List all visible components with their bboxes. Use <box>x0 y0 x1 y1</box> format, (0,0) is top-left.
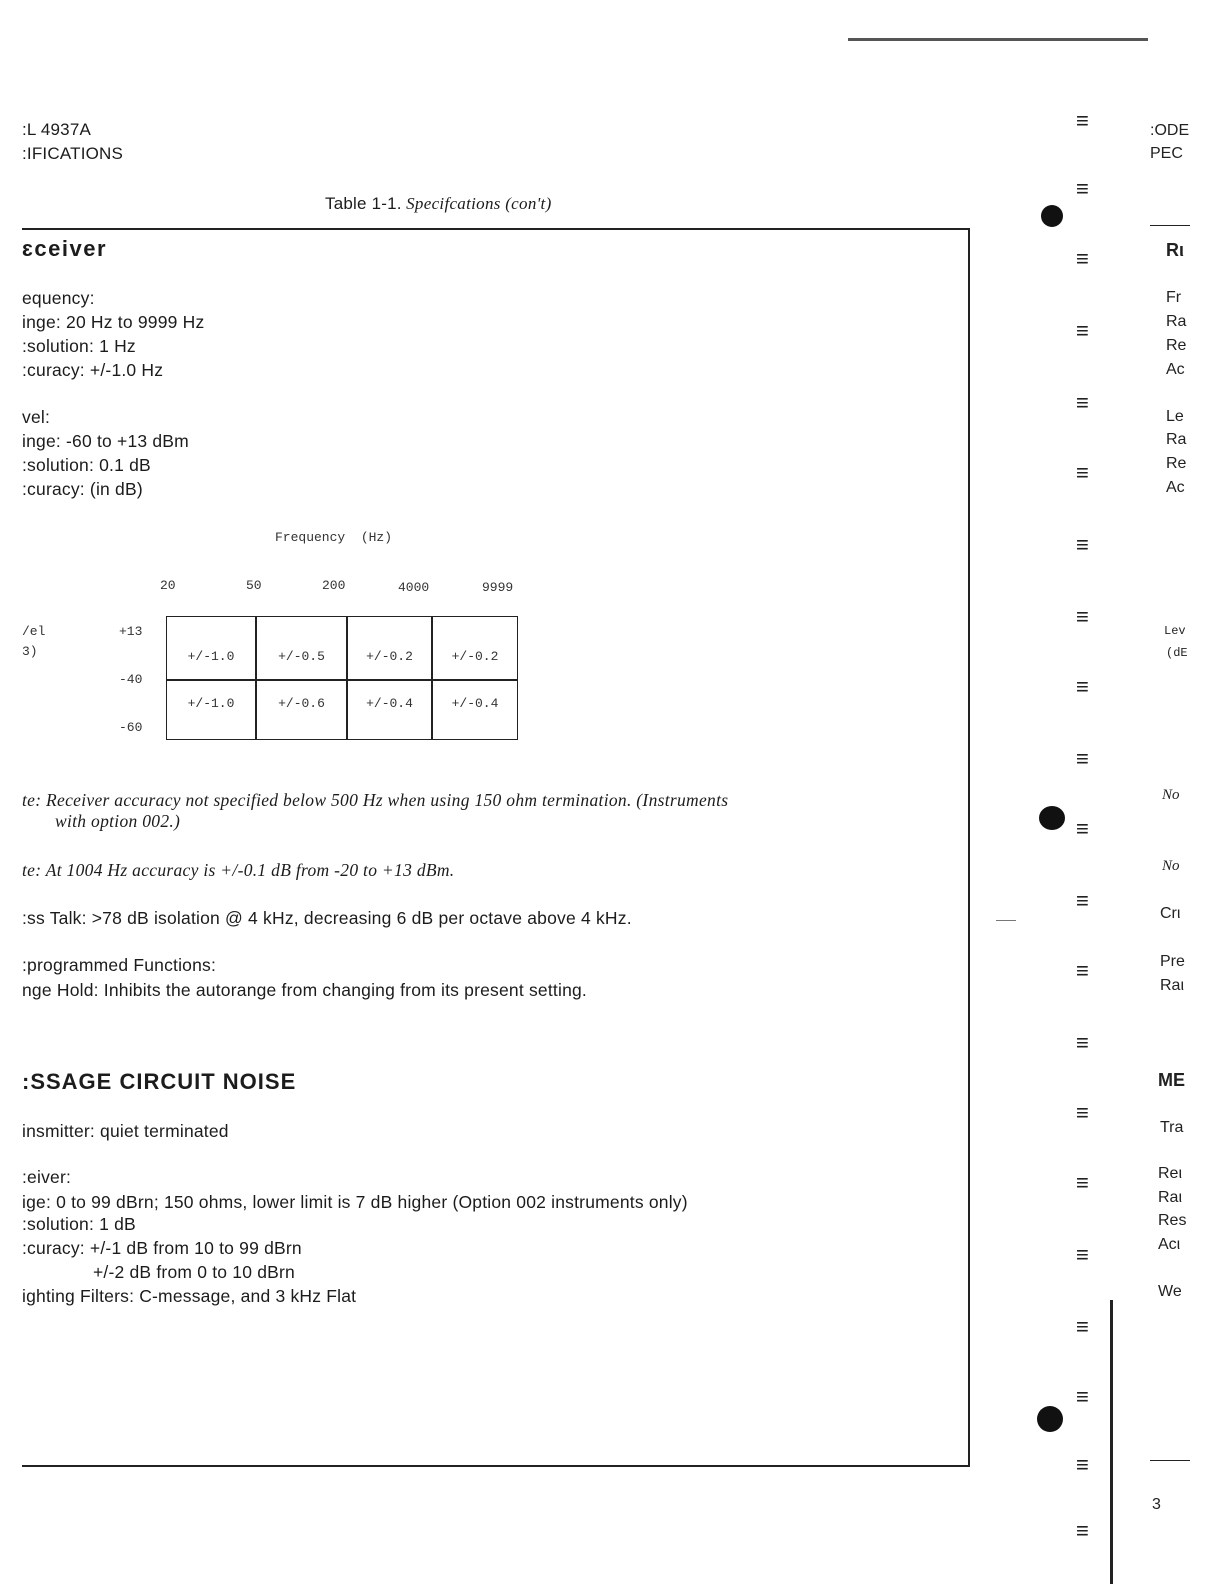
accuracy-grid <box>166 616 518 740</box>
facing-page-border <box>1150 1460 1190 1461</box>
binding-ring-icon: ≡ <box>1076 176 1089 201</box>
preprogrammed-label: :programmed Functions: <box>22 955 217 975</box>
binding-ring-icon: ≡ <box>1076 460 1089 485</box>
binding-ring-icon: ≡ <box>1076 746 1089 771</box>
facing-text: Ra <box>1166 313 1187 330</box>
note-1-line-2: with option 002.) <box>55 811 181 831</box>
frequency-resolution: :solution: 1 Hz <box>22 336 136 356</box>
level-tick-minus40: -40 <box>119 672 143 687</box>
grid-cell: +/-0.2 <box>451 649 499 664</box>
box-top-border <box>22 228 970 230</box>
grid-vline-3 <box>431 617 433 739</box>
facing-page-border <box>1150 225 1190 226</box>
mcn-weighting: ighting Filters: C-message, and 3 kHz Flat <box>22 1286 357 1306</box>
mcn-range: ige: 0 to 99 dBrn; 150 ohms, lower limit is 7 dB higher (Option 002 instruments only) <box>22 1192 688 1212</box>
punch-hole-icon <box>1039 806 1065 830</box>
level-row-label-2: 3) <box>22 644 38 659</box>
binding-spine <box>1110 1300 1113 1584</box>
grid-cell: +/-0.6 <box>278 696 325 711</box>
range-hold: nge Hold: Inhibits the autorange from changing from its present setting. <box>22 980 587 1000</box>
grid-cell: +/-0.4 <box>451 696 499 711</box>
table-caption <box>325 194 552 214</box>
freq-tick-50: 50 <box>246 578 262 593</box>
facing-text: Reι <box>1158 1165 1183 1182</box>
level-accuracy: :curacy: (in dB) <box>22 479 143 499</box>
binding-ring-icon: ≡ <box>1076 1384 1089 1409</box>
facing-text: Acι <box>1158 1236 1181 1253</box>
binding-ring-icon: ≡ <box>1076 1030 1089 1055</box>
facing-text: Le <box>1166 408 1184 425</box>
level-range: inge: -60 to +13 dBm <box>22 431 189 451</box>
facing-text: Re <box>1166 337 1187 354</box>
level-label: vel: <box>22 407 51 427</box>
freq-tick-4000: 4000 <box>398 580 430 595</box>
facing-text: We <box>1158 1283 1182 1300</box>
binding-ring-icon: ≡ <box>1076 532 1089 557</box>
mcn-accuracy-1: :curacy: +/-1 dB from 10 to 99 dBrn <box>22 1238 302 1258</box>
freq-tick-200: 200 <box>322 578 346 593</box>
binding-ring-icon: ≡ <box>1076 816 1089 841</box>
binding-ring-icon: ≡ <box>1076 1314 1089 1339</box>
level-tick-minus60: -60 <box>119 720 143 735</box>
header-section: :IFICATIONS <box>22 144 124 163</box>
binding-ring-icon: ≡ <box>1076 318 1089 343</box>
grid-cell: +/-0.2 <box>366 649 413 664</box>
grid-cell: +/-1.0 <box>187 696 235 711</box>
freq-tick-9999: 9999 <box>482 580 514 595</box>
freq-tick-20: 20 <box>160 578 176 593</box>
box-right-border <box>968 229 970 1467</box>
binding-ring-icon: ≡ <box>1076 1100 1089 1125</box>
facing-text: Re <box>1166 455 1187 472</box>
punch-hole-icon <box>1041 205 1063 227</box>
level-row-label-1: /el <box>22 624 46 639</box>
level-resolution: :solution: 0.1 dB <box>22 455 151 475</box>
mcn-transmitter: insmitter: quiet terminated <box>22 1121 229 1141</box>
facing-text: No <box>1162 787 1180 803</box>
table-caption-label: Table 1-1. <box>325 194 402 213</box>
facing-page-number: 3 <box>1152 1496 1161 1513</box>
box-bottom-border <box>22 1465 970 1467</box>
mcn-accuracy-2: +/-2 dB from 0 to 10 dBrn <box>93 1262 295 1282</box>
frequency-range: inge: 20 Hz to 9999 Hz <box>22 312 205 332</box>
facing-text: Tra <box>1160 1119 1184 1136</box>
facing-text: Raι <box>1160 977 1185 994</box>
facing-text: (dE <box>1166 646 1188 660</box>
receiver-heading: ɛceiver <box>22 236 108 261</box>
header-model: :L 4937A <box>22 120 92 139</box>
message-noise-heading: :SSAGE CIRCUIT NOISE <box>22 1069 297 1094</box>
facing-text: Res <box>1158 1212 1187 1229</box>
facing-text: No <box>1162 858 1180 874</box>
facing-text: Ra <box>1166 431 1187 448</box>
facing-text: Ac <box>1166 479 1185 496</box>
top-edge-shadow <box>848 38 1148 41</box>
grid-vline-1 <box>255 617 257 739</box>
binding-ring-icon: ≡ <box>1076 604 1089 629</box>
binding-ring-icon: ≡ <box>1076 390 1089 415</box>
note-1-line-1: te: Receiver accuracy not specified below 500 Hz when using 150 ohm termination. (Instruments <box>22 790 729 810</box>
binding-ring-icon: ≡ <box>1076 958 1089 983</box>
binding-ring-icon: ≡ <box>1076 674 1089 699</box>
facing-text: Pre <box>1160 953 1185 970</box>
facing-text: Crι <box>1160 905 1181 922</box>
mcn-resolution: :solution: 1 dB <box>22 1214 136 1234</box>
table-caption-title: Specifcations (con't) <box>406 194 552 213</box>
facing-header-1: :ODE <box>1150 122 1190 139</box>
grid-vline-2 <box>346 617 348 739</box>
grid-cell: +/-1.0 <box>187 649 235 664</box>
grid-cell: +/-0.4 <box>366 696 413 711</box>
grid-hline <box>167 679 517 681</box>
facing-text: Lev <box>1164 624 1186 638</box>
facing-text: Fr <box>1166 289 1182 306</box>
stray-mark <box>996 920 1016 921</box>
binding-ring-icon: ≡ <box>1076 1170 1089 1195</box>
cross-talk: :ss Talk: >78 dB isolation @ 4 kHz, decreasing 6 dB per octave above 4 kHz. <box>22 908 632 928</box>
binding-ring-icon: ≡ <box>1076 1518 1089 1543</box>
binding-ring-icon: ≡ <box>1076 888 1089 913</box>
binding-ring-icon: ≡ <box>1076 108 1089 133</box>
note-2: te: At 1004 Hz accuracy is +/-0.1 dB from -20 to +13 dBm. <box>22 860 455 880</box>
punch-hole-icon <box>1037 1406 1063 1432</box>
frequency-axis-title: Frequency (Hz) <box>275 530 393 545</box>
frequency-label: equency: <box>22 288 95 308</box>
binding-ring-icon: ≡ <box>1076 246 1089 271</box>
binding-ring-icon: ≡ <box>1076 1242 1089 1267</box>
facing-text: ME <box>1158 1070 1185 1090</box>
grid-cell: +/-0.5 <box>278 649 325 664</box>
mcn-receiver-label: :eiver: <box>22 1167 72 1187</box>
frequency-accuracy: :curacy: +/-1.0 Hz <box>22 360 164 380</box>
binding-ring-icon: ≡ <box>1076 1452 1089 1477</box>
facing-text: Ac <box>1166 361 1185 378</box>
facing-text: Raι <box>1158 1189 1183 1206</box>
facing-header-2: PEC <box>1150 145 1183 162</box>
facing-text: Rι <box>1166 240 1184 260</box>
level-tick-plus13: +13 <box>119 624 143 639</box>
